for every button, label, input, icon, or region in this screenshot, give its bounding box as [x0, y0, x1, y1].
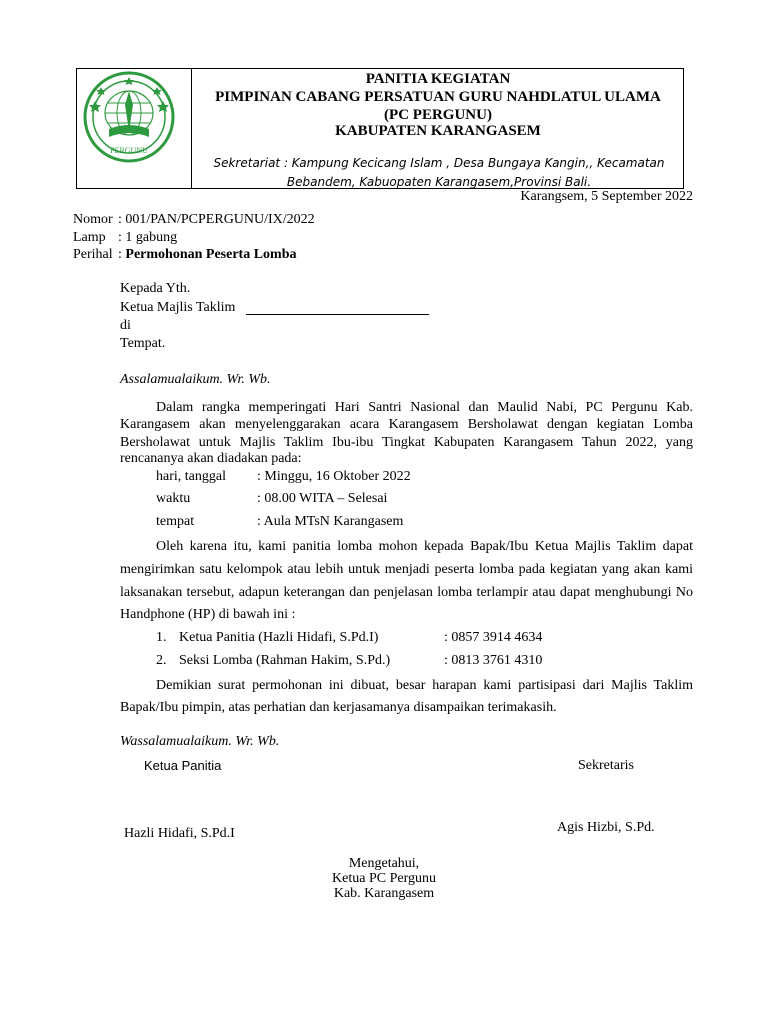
recipient-blank-line [246, 314, 429, 315]
paragraph-1-line-1: Dalam rangka memperingati Hari Santri Nasional dan Maulid Nabi, PC Pergunu Kab. [156, 400, 693, 415]
paragraph-1-line-2: Karangasem akan menyelenggarakan acara Karangasem Bersholawat dengan kegiatan Lomba [120, 417, 693, 432]
contact-2-phone: : 0813 3761 4310 [444, 653, 543, 668]
event-label-date: hari, tanggal [156, 469, 226, 484]
nomor-label: Nomor [73, 212, 113, 227]
pergunu-logo [81, 71, 177, 163]
greeting: Assalamualaikum. Wr. Wb. [120, 372, 271, 387]
event-value-place: : Aula MTsN Karangasem [257, 514, 404, 529]
recipient-line-4: Tempat. [120, 336, 166, 351]
letter-date: Karangsem, 5 September 2022 [520, 189, 693, 204]
event-label-place: tempat [156, 514, 195, 529]
event-value-date: : Minggu, 16 Oktober 2022 [257, 469, 411, 484]
recipient-line-3: di [120, 318, 131, 333]
paragraph-3-line-2: Bapak/Ibu pimpin, atas perhatian dan kerjasamanya disampaikan terimakasih. [120, 700, 557, 715]
paragraph-2-line-2: mengirimkan satu kelompok atau lebih untuk menjadi peserta lomba pada kegiatan yang akan kami [120, 562, 693, 577]
paragraph-2-line-4: Handphone (HP) di bawah ini : [120, 607, 296, 622]
recipient-line-1: Kepada Yth. [120, 281, 191, 296]
acknowledged-line-3: Kab. Karangasem [333, 886, 435, 901]
letterhead-line-3: (PC PERGUNU) [384, 107, 492, 123]
perihal-colon: : [118, 247, 126, 262]
closing-greeting: Wassalamualaikum. Wr. Wb. [120, 734, 280, 749]
paragraph-1-line-3: Bersholawat untuk Majlis Taklim Ibu-ibu Tingkat Kabupaten Karangasem Tahun 2022, yang [120, 435, 693, 450]
paragraph-2-line-3: laksanakan tersebut, adapun keterangan dan penjelasan lomba terlampir atau dapat menghubungi No [120, 585, 693, 600]
letterhead-line-4: KABUPATEN KARANGASEM [335, 123, 541, 139]
letterhead-divider [191, 69, 192, 188]
signature-left-title: Ketua Panitia [144, 758, 222, 773]
paragraph-3-line-1: Demikian surat permohonan ini dibuat, besar harapan kami partisipasi dari Majlis Taklim [156, 678, 693, 693]
nomor-value: : 001/PAN/PCPERGUNU/IX/2022 [118, 212, 315, 227]
paragraph-1-line-4: rencananya akan diadakan pada: [120, 451, 302, 466]
contact-2-name: Seksi Lomba (Rahman Hakim, S.Pd.) [179, 653, 391, 668]
letterhead-line-2: PIMPINAN CABANG PERSATUAN GURU NAHDLATUL ULAMA [215, 89, 661, 105]
letterhead-address [195, 154, 683, 192]
letterhead-line-1: PANITIA KEGIATAN [365, 71, 511, 87]
signature-right-name: Agis Hizbi, S.Pd. [557, 820, 655, 835]
address-line-2: Bebandem, Kabuopaten Karangasem,Provinsi Bali. [286, 175, 592, 189]
logo-wordmark: PERGUNU [110, 146, 148, 155]
acknowledged-line-2: Ketua PC Pergunu [332, 871, 436, 886]
perihal-label: Perihal [73, 247, 113, 262]
event-label-time: waktu [156, 491, 191, 506]
signature-left-name: Hazli Hidafi, S.Pd.I [124, 826, 235, 841]
contact-1-name: Ketua Panitia (Hazli Hidafi, S.Pd.I) [179, 630, 379, 645]
event-value-time: : 08.00 WITA – Selesai [257, 491, 388, 506]
lamp-value: : 1 gabung [118, 230, 178, 245]
recipient-line-2: Ketua Majlis Taklim [120, 300, 236, 315]
perihal-field [118, 247, 296, 263]
signature-right-title: Sekretaris [578, 758, 634, 773]
acknowledged-line-1: Mengetahui, [348, 856, 420, 871]
address-line-1: Sekretariat : Kampung Kecicang Islam , Desa Bungaya Kangin,, Kecamatan [213, 156, 665, 170]
letterhead-box [76, 68, 684, 189]
perihal-value: Permohonan Peserta Lomba [125, 247, 297, 262]
contact-1-phone: : 0857 3914 4634 [444, 630, 543, 645]
lamp-label: Lamp [73, 230, 106, 245]
paragraph-2-line-1: Oleh karena itu, kami panitia lomba mohon kepada Bapak/Ibu Ketua Majlis Taklim dapat [156, 539, 693, 554]
contact-1-number: 1. [156, 630, 167, 645]
contact-2-number: 2. [156, 653, 167, 668]
